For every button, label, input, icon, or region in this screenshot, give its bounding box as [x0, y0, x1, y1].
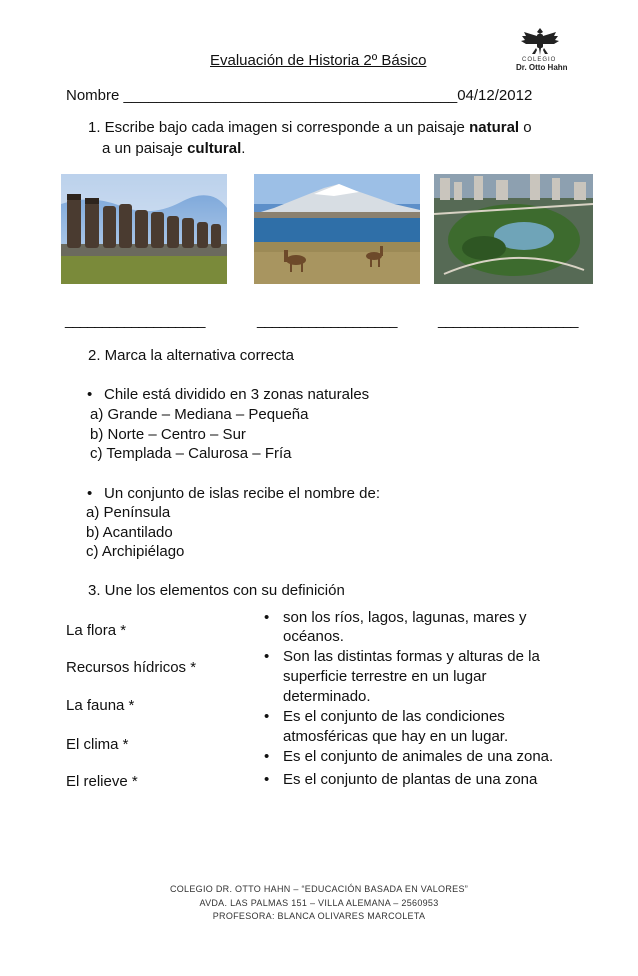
option-2b-a: a) Península: [86, 504, 171, 521]
definition-line: determinado.: [283, 688, 371, 705]
definition-line: atmosféricas que hay en un lugar.: [283, 728, 509, 745]
question-3-title: 3. Une los elementos con su definición: [88, 582, 345, 599]
page-title: Evaluación de Historia 2º Básico: [210, 52, 427, 69]
bullet-icon: •: [264, 648, 270, 665]
andean-lake-vicunas-photo: [254, 174, 420, 284]
bullet-icon: •: [264, 708, 270, 725]
answer-blank-2: ___________________: [257, 312, 397, 329]
match-left-recursos: Recursos hídricos *: [66, 659, 197, 676]
definition-line: Es el conjunto de las condiciones: [283, 708, 505, 725]
definition-line: son los ríos, lagos, lagunas, mares y: [283, 609, 527, 626]
definition-line: superficie terrestre en un lugar: [283, 668, 487, 685]
question-2a-text: Chile está dividido en 3 zonas naturales: [104, 386, 370, 403]
option-2a-a: a) Grande – Mediana – Pequeña: [90, 406, 309, 423]
match-left-fauna: La fauna *: [66, 697, 135, 714]
logo-caption-small: COLEGIO: [522, 57, 557, 63]
bullet-icon: •: [87, 386, 93, 403]
question-2-title: 2. Marca la alternativa correcta: [88, 347, 294, 364]
question-1-line-1: 1. Escribe bajo cada imagen si corresponde a un paisaje natural o: [88, 119, 532, 136]
option-2a-c: c) Templada – Calurosa – Fría: [90, 445, 292, 462]
definition-line: océanos.: [283, 628, 344, 645]
footer-school-line: COLEGIO DR. OTTO HAHN – “EDUCACIÓN BASADA EN VALORES”: [169, 884, 469, 894]
moai-photo: [61, 174, 227, 284]
bullet-icon: •: [264, 609, 270, 626]
footer-address-line: AVDA. LAS PALMAS 151 – VILLA ALEMANA – 2560953: [199, 898, 439, 908]
option-2a-b: b) Norte – Centro – Sur: [90, 426, 246, 443]
bullet-icon: •: [87, 485, 93, 502]
match-left-relieve: El relieve *: [66, 773, 138, 790]
definition-line: Son las distintas formas y alturas de la: [283, 648, 540, 665]
bullet-icon: •: [264, 748, 270, 765]
logo-caption-name: Dr. Otto Hahn: [516, 63, 568, 72]
definition-line: Es el conjunto de plantas de una zona: [283, 771, 538, 788]
city-park-aerial-photo: [434, 174, 593, 284]
bullet-icon: •: [264, 771, 270, 788]
definition-line: Es el conjunto de animales de una zona.: [283, 748, 554, 765]
match-left-flora: La flora *: [66, 622, 127, 639]
question-1-line-2: a un paisaje cultural.: [102, 140, 246, 157]
question-2b-text: Un conjunto de islas recibe el nombre de:: [104, 485, 380, 502]
answer-blank-3: ___________________: [438, 312, 578, 329]
option-2b-b: b) Acantilado: [86, 524, 173, 541]
match-left-clima: El clima *: [66, 736, 129, 753]
name-field-line: Nombre ________________________________________04/12/2012: [66, 87, 533, 104]
footer-teacher-line: PROFESORA: BLANCA OLIVARES MARCOLETA: [212, 911, 426, 921]
answer-blank-1: ___________________: [65, 312, 205, 329]
option-2b-c: c) Archipiélago: [86, 543, 185, 560]
